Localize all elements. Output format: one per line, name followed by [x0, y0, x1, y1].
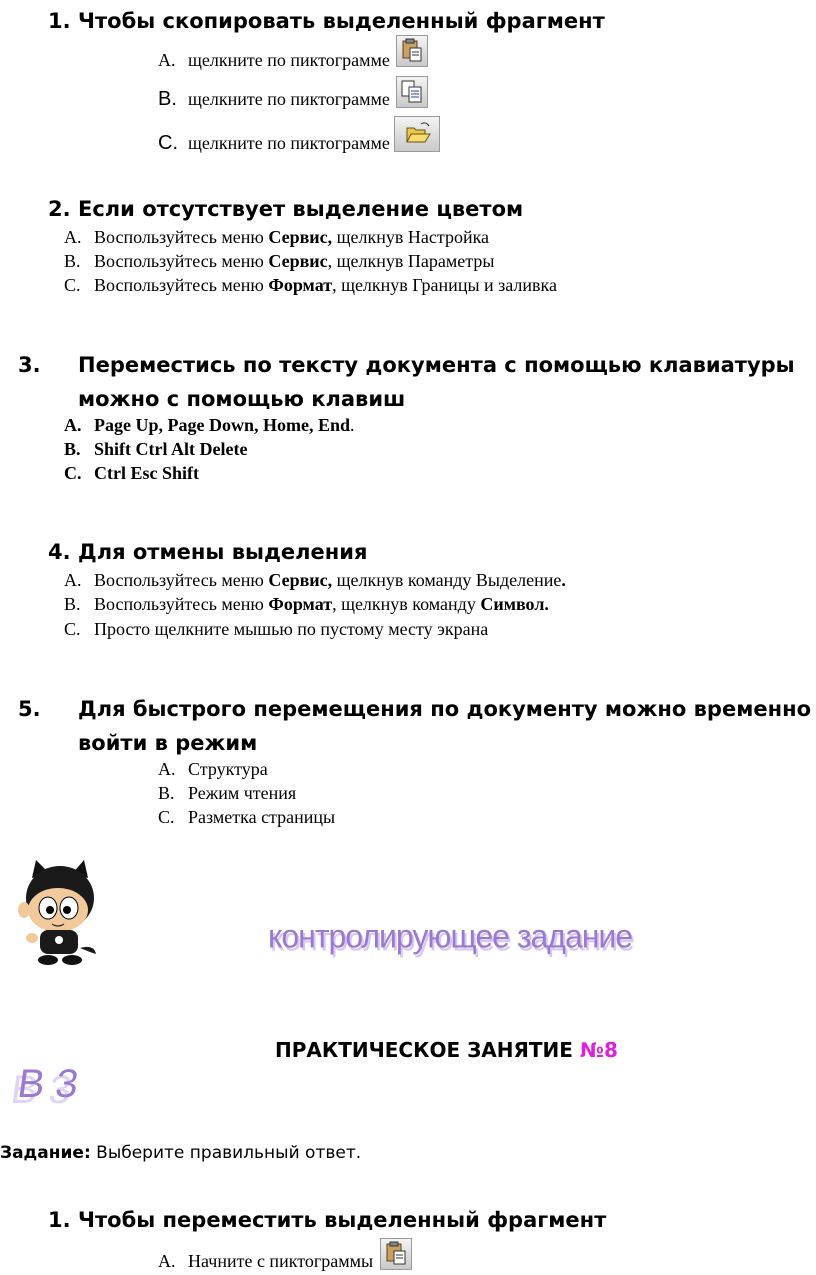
option-letter: A. [64, 227, 82, 247]
option-text: щелкнув команду Выделение [332, 570, 562, 590]
q3-option-a [64, 415, 355, 436]
question-number: 1. [48, 9, 71, 33]
option-letter: B. [158, 88, 177, 110]
menu-name: Формат [268, 275, 333, 295]
question-number: 2. [48, 197, 71, 221]
cartoon-character-illustration [14, 858, 104, 968]
copy-icon [396, 76, 428, 108]
option-punct: . [350, 415, 355, 435]
practical-number: №8 [579, 1038, 618, 1062]
command-name: Символ. [480, 594, 549, 614]
q4-option-c [64, 619, 488, 640]
question-3 [18, 348, 816, 416]
option-letter: A. [158, 50, 176, 70]
question-5 [18, 692, 816, 760]
option-text: Воспользуйтесь меню [94, 570, 269, 590]
q5-option-c [158, 807, 335, 828]
question-number: 5. [18, 697, 41, 721]
option-text: Начните с пиктограммы [188, 1251, 374, 1271]
option-letter: A. [158, 1251, 176, 1271]
option-letter: B. [64, 594, 81, 614]
option-text: щелкнув Настройка [332, 227, 490, 247]
q3-option-b [64, 439, 247, 460]
option-text: щелкните по пиктограмме [188, 89, 390, 109]
option-text: Воспользуйтесь меню [94, 594, 269, 614]
option-letter: A. [64, 570, 82, 590]
question-text: Переместись по тексту документа с помощью клавиатуры можно с помощью клавиш [78, 353, 795, 411]
practical-title [275, 1038, 618, 1062]
q1-option-b [158, 88, 428, 111]
variant-label: В 3 [14, 1062, 82, 1106]
q2-option-b [64, 251, 494, 272]
option-text: щелкните по пиктограмме [188, 50, 390, 70]
menu-name: Формат [268, 594, 333, 614]
q5-option-b [158, 783, 296, 804]
question-text: Для отмены выделения [78, 540, 368, 564]
option-text: Структура [188, 759, 268, 779]
q5-option-a [158, 759, 268, 780]
question-text: Чтобы переместить выделенный фрагмент [78, 1208, 607, 1232]
option-letter: B. [64, 251, 81, 271]
question-number: 3. [18, 353, 41, 377]
option-text: щелкните по пиктограмме [188, 133, 390, 153]
open-folder-icon [394, 116, 440, 152]
task-label: Задание: [0, 1143, 91, 1163]
option-letter: C. [158, 132, 178, 154]
option-letter: C. [64, 275, 81, 295]
option-text: Воспользуйтесь меню [94, 251, 269, 271]
question-2 [48, 192, 523, 226]
option-text: Режим чтения [188, 783, 297, 803]
q4-option-a [64, 570, 566, 591]
q3-option-c [64, 463, 199, 484]
option-text: Просто щелкните мышью по пустому месту экрана [94, 619, 489, 639]
question-text: Если отсутствует выделение цветом [78, 197, 524, 221]
practical-title-text: ПРАКТИЧЕСКОЕ ЗАНЯТИЕ [275, 1038, 580, 1062]
option-text: , щелкнув Границы и заливка [332, 275, 558, 295]
option-text: Разметка страницы [188, 807, 336, 827]
option-letter: B. [64, 439, 81, 459]
question-text: Для быстрого перемещения по документу можно временно войти в режим [78, 697, 812, 755]
option-letter: A. [158, 759, 176, 779]
question-number: 4. [48, 540, 71, 564]
option-text: Ctrl Esc Shift [94, 463, 199, 483]
option-text: Shift Ctrl Alt Delete [94, 439, 248, 459]
question-6 [48, 1203, 606, 1237]
option-text: , щелкнув команду [332, 594, 481, 614]
menu-name: Сервис [268, 251, 328, 271]
task-line [0, 1143, 361, 1163]
option-text: Page Up, Page Down, Home, End [94, 415, 350, 435]
option-text: Воспользуйтесь меню [94, 275, 269, 295]
option-letter: A. [64, 415, 82, 435]
option-letter: C. [64, 619, 81, 639]
question-number: 1. [48, 1208, 71, 1232]
q1-option-a [158, 50, 428, 71]
q2-option-c [64, 275, 557, 296]
option-letter: B. [158, 783, 175, 803]
wordart-banner: контролирующее задание [268, 917, 633, 955]
question-4 [48, 535, 368, 569]
q6-option-a [158, 1251, 412, 1272]
menu-name: Сервис, [268, 570, 333, 590]
q2-option-a [64, 227, 489, 248]
task-text: Выберите правильный ответ. [90, 1143, 362, 1163]
option-text: , щелкнув Параметры [327, 251, 495, 271]
option-letter: C. [158, 807, 175, 827]
question-text: Чтобы скопировать выделенный фрагмент [78, 9, 605, 33]
paste-icon [380, 1238, 412, 1270]
menu-name: Сервис, [268, 227, 333, 247]
paste-icon [396, 35, 428, 67]
option-text: Воспользуйтесь меню [94, 227, 269, 247]
question-1 [48, 4, 605, 38]
option-punct: . [561, 570, 566, 590]
q1-option-c [158, 132, 440, 155]
option-letter: C. [64, 463, 82, 483]
q4-option-b [64, 594, 549, 615]
